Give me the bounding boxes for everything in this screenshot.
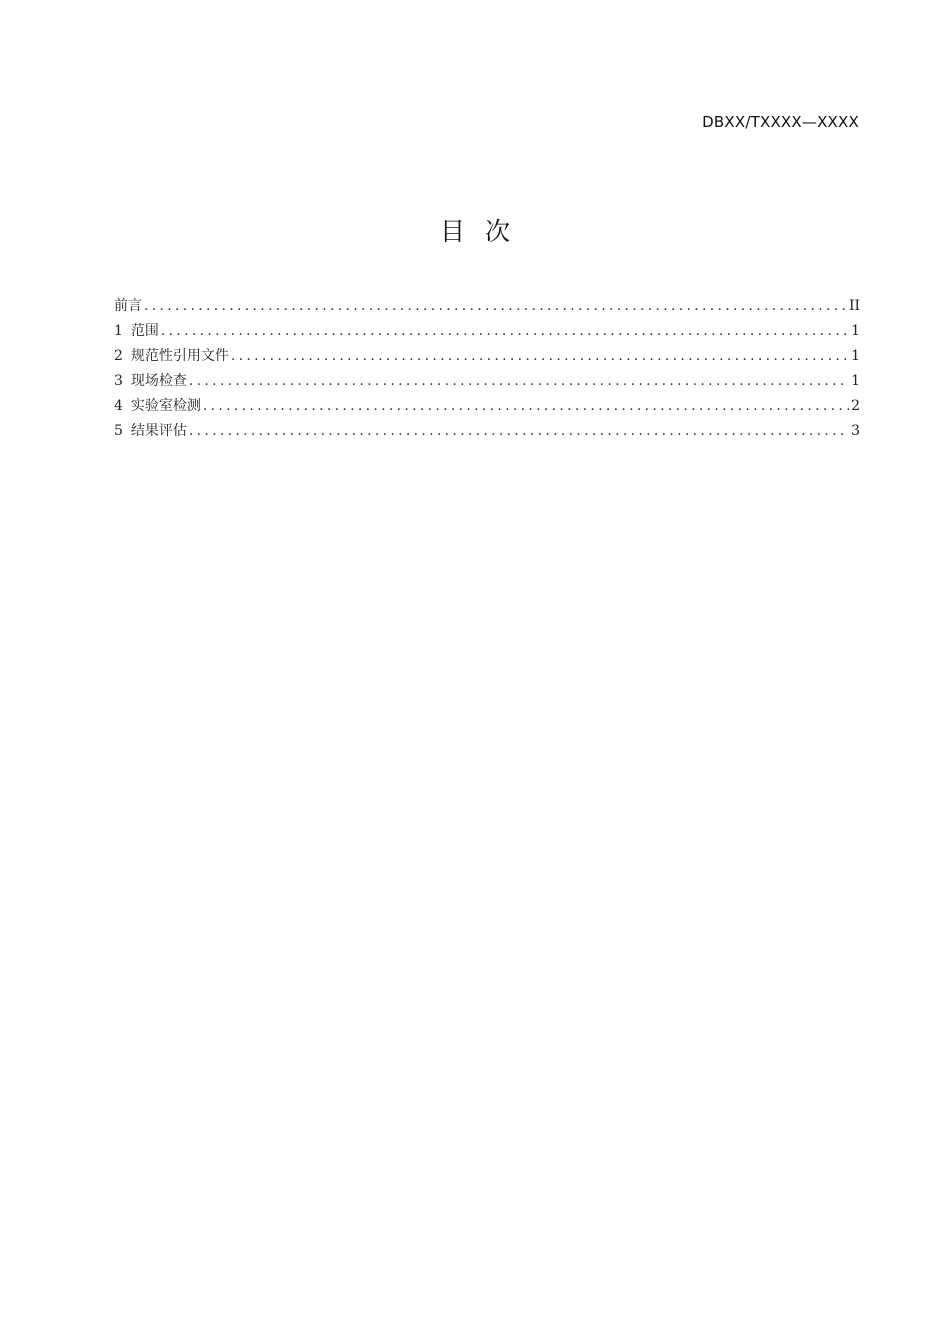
toc-entry-page: 2: [851, 398, 860, 414]
toc-entry-number: 3: [114, 373, 123, 389]
toc-entry-label: 规范性引用文件: [130, 348, 229, 364]
toc-leader-dots: [161, 323, 849, 339]
toc-title-char: 目: [439, 217, 465, 246]
toc-entry-page: 1: [851, 323, 860, 339]
toc-entry-page: II: [848, 298, 860, 314]
toc-entry-laboratory-testing[interactable]: [114, 395, 860, 420]
toc-entry-number: 2: [114, 348, 123, 364]
toc-entry-page: 1: [851, 373, 860, 389]
toc-entry-label: 实验室检测: [130, 398, 201, 414]
toc-leader-dots: [189, 423, 849, 439]
toc-entry-result-evaluation[interactable]: [114, 420, 860, 445]
toc-leader-dots: [189, 373, 849, 389]
toc-leader-dots: [203, 398, 849, 414]
toc-entry-number: 5: [114, 423, 123, 439]
toc-entry-label: 现场检查: [130, 373, 187, 389]
toc-entry-page: 1: [851, 348, 860, 364]
toc-leader-dots: [144, 298, 847, 314]
toc-entry-normative-references[interactable]: [114, 345, 860, 370]
toc-entry-foreword[interactable]: [114, 295, 860, 320]
toc-entry-label: 前言: [114, 298, 142, 314]
toc-entry-label: 范围: [130, 323, 159, 339]
toc-leader-dots: [231, 348, 849, 364]
toc-entry-scope[interactable]: [114, 320, 860, 345]
toc-entry-page: 3: [851, 423, 860, 439]
toc-title-char: 次: [485, 217, 511, 246]
table-of-contents: [114, 295, 860, 445]
document-code: DBXX/TXXXX—XXXX: [702, 113, 859, 131]
toc-entry-onsite-inspection[interactable]: [114, 370, 860, 395]
toc-entry-number: 1: [114, 323, 123, 339]
toc-title: [0, 212, 950, 248]
toc-entry-label: 结果评估: [130, 423, 187, 439]
toc-entry-number: 4: [114, 398, 123, 414]
